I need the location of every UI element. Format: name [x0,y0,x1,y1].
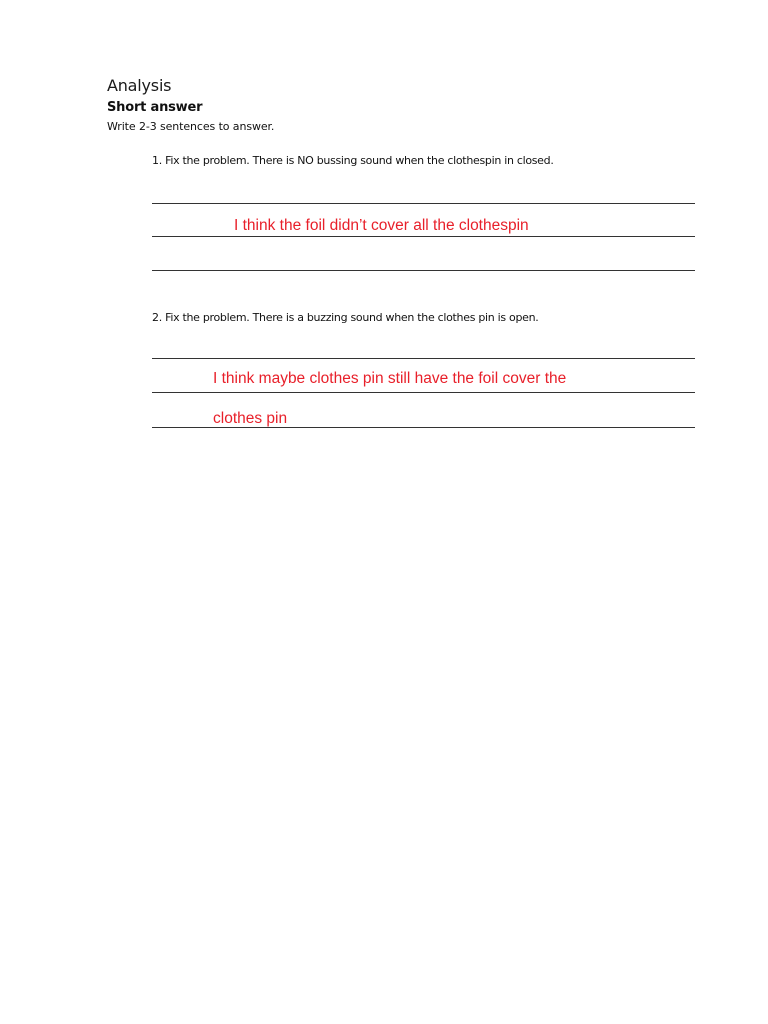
subtitle: Short answer [107,100,203,115]
section-title: Analysis [107,76,172,95]
question-1-answer-line-1: I think the foil didn’t cover all the clothespin [234,217,529,234]
question-2-answer-line-2: clothes pin [213,410,288,427]
question-2-answer-line-1: I think maybe clothes pin still have the foil cover the [213,370,567,387]
answer-line-1-1 [152,203,695,204]
answer-line-2-1 [152,358,695,359]
question-2-prompt: 2. Fix the problem. There is a buzzing sound when the clothes pin is open. [152,311,539,324]
answer-line-1-2 [152,236,695,237]
answer-line-1-3 [152,270,695,271]
instruction-text: Write 2-3 sentences to answer. [107,120,275,133]
question-1-prompt: 1. Fix the problem. There is NO bussing sound when the clothespin in closed. [152,154,554,167]
answer-line-2-2 [152,392,695,393]
